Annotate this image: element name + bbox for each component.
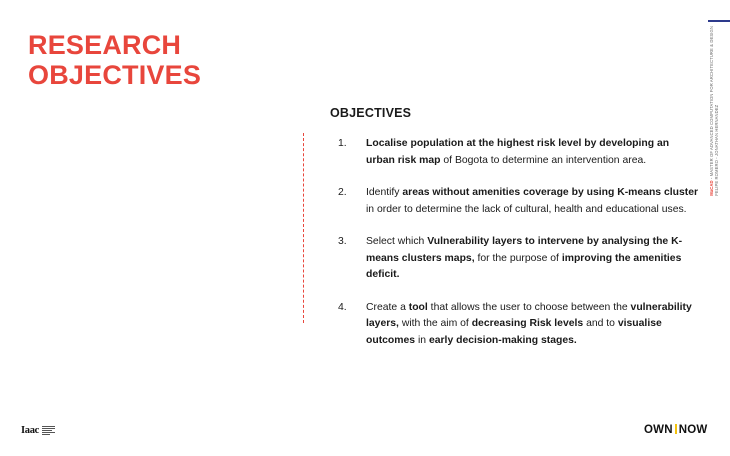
page-title [28, 30, 201, 90]
objective-item [338, 234, 700, 284]
objective-text: in order to determine the lack of cultural, health and educational uses. [366, 203, 687, 215]
iaac-logo-text: Iaac [21, 425, 40, 436]
dashed-divider [303, 133, 304, 323]
objective-text: and to [583, 318, 618, 329]
objective-item [338, 185, 700, 218]
objective-text-bold: Vulnerability layers to intervene by analysing the K-means clusters maps, [366, 236, 683, 264]
side-caption [709, 26, 719, 196]
objective-number: 3. [338, 236, 347, 247]
section-heading: OBJECTIVES [330, 106, 412, 120]
objective-text: of Bogota to determine an intervention area. [440, 154, 647, 166]
side-caption-prefix: MaCAD [709, 180, 714, 196]
objective-text-bold: visualise outcomes [366, 318, 662, 346]
objective-item [338, 300, 700, 350]
own-now-logo-left: OWN [644, 424, 673, 436]
objective-text-bold: Localise population at the highest risk level by developing an urban risk map [366, 138, 670, 166]
objective-text: with the aim of [398, 318, 472, 329]
objective-text: Select which [366, 236, 428, 247]
logo-separator-bar [675, 424, 677, 434]
objective-text-bold: areas without amenities coverage by using K-means cluster [402, 187, 699, 198]
objective-text: in [415, 334, 429, 346]
objective-text: for the purpose of [474, 252, 562, 264]
own-now-logo-right: NOW [678, 424, 708, 436]
iaac-logo-lines-icon [42, 426, 55, 435]
objective-text-bold: early decision-making stages. [428, 334, 577, 346]
objective-text: that allows the user to choose between the [427, 301, 631, 313]
objective-text-bold: tool [408, 301, 428, 313]
title-line-2: OBJECTIVES [28, 60, 202, 90]
objectives-list [338, 136, 700, 365]
title-line-1: RESEARCH [28, 30, 182, 60]
side-caption-line-1-rest: - MASTER OF ADVANCED COMPUTATION FOR ARCHITECTURE & DESIGN [709, 26, 714, 181]
objective-text-bold: vulnerability layers, [366, 301, 692, 329]
objective-number: 2. [338, 187, 347, 198]
objective-text-bold: decreasing Risk levels [471, 318, 584, 329]
objective-number: 1. [338, 138, 347, 149]
objective-text-bold: improving the amenities deficit. [366, 252, 682, 280]
objective-number: 4. [338, 301, 347, 313]
own-now-logo [644, 424, 707, 436]
side-accent-bar [708, 20, 730, 22]
objective-item [338, 136, 700, 169]
objective-text: Identify [366, 187, 403, 198]
objective-text: Create a [366, 301, 409, 313]
iaac-logo [21, 425, 55, 436]
side-caption-line-2: FELIPE ROMERO - JONATHAN HERNANDEZ [714, 104, 719, 196]
